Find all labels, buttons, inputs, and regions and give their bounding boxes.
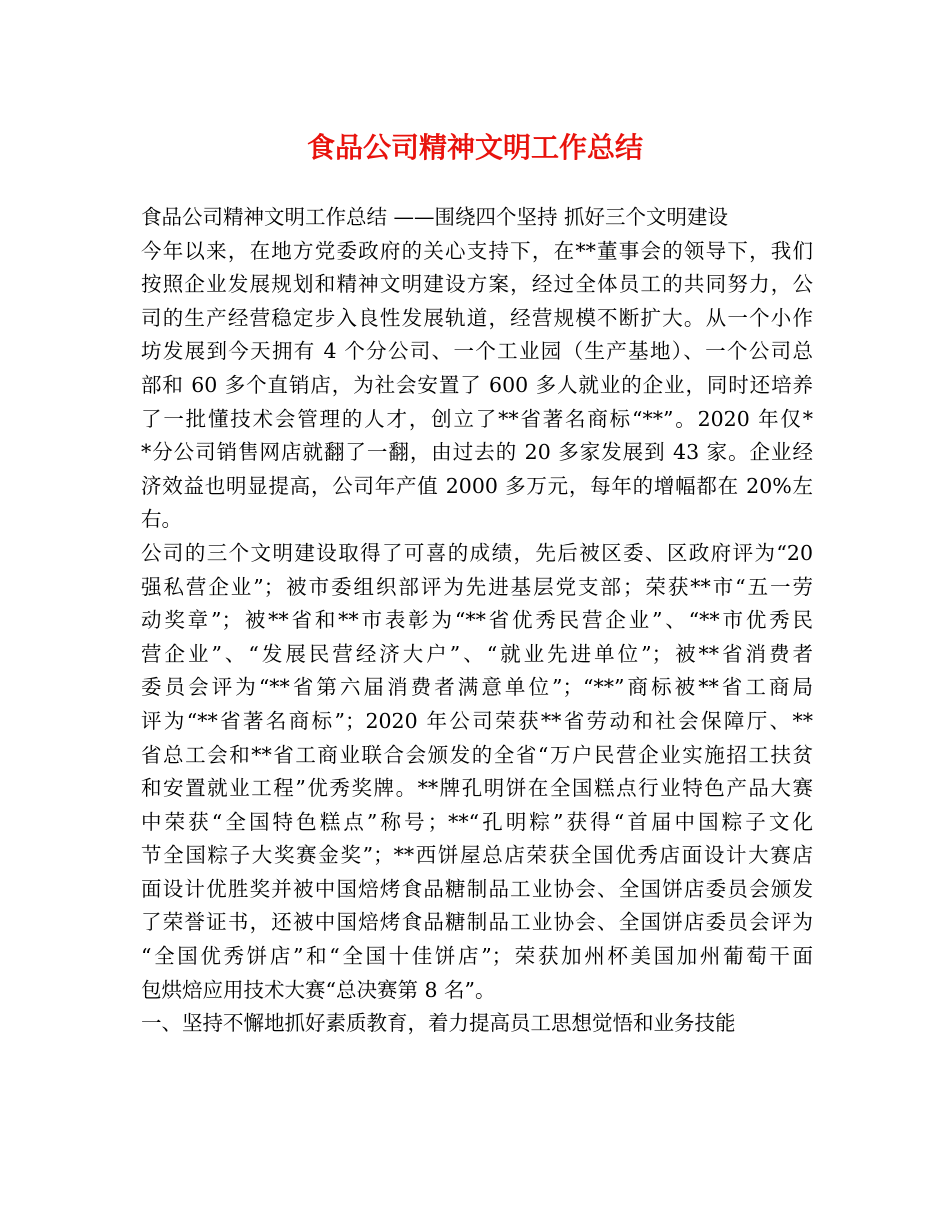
text-line: 和安置就业工程”优秀奖牌。**牌孔明饼在全国糕点行业特色产品大赛 (141, 776, 813, 801)
text-line: 营企业”、“发展民营经济大户”、“就业先进单位”；被**省消费者 (141, 641, 813, 666)
section-heading: 一、坚持不懈地抓好素质教育，着力提高员工思想觉悟和业务技能 (141, 1011, 736, 1036)
text-line: 评为“**省著名商标”；2020 年公司荣获**省劳动和社会保障厅、** (141, 708, 813, 733)
text-line: 今年以来，在地方党委政府的关心支持下，在**董事会的领导下，我们 (141, 238, 813, 263)
text-line: 食品公司精神文明工作总结 ——围绕四个坚持 抓好三个文明建设 (141, 205, 729, 229)
text-line: 包烘焙应用技术大赛“总决赛第 8 名”。 (141, 977, 496, 1002)
text-line: 司的生产经营稳定步入良性发展轨道，经营规模不断扩大。从一个小作 (141, 305, 813, 330)
text-line: 部和 60 多个直销店，为社会安置了 600 多人就业的企业，同时还培养 (141, 372, 813, 397)
text-line: 省总工会和**省工商业联合会颁发的全省“万户民营企业实施招工扶贫 (141, 742, 813, 767)
text-line: 节全国粽子大奖赛金奖”；**西饼屋总店荣获全国优秀店面设计大赛店 (141, 843, 813, 868)
text-line: *分公司销售网店就翻了一翻，由过去的 20 多家发展到 43 家。企业经 (141, 440, 813, 465)
text-line: 面设计优胜奖并被中国焙烤食品糖制品工业协会、全国饼店委员会颁发 (141, 876, 813, 901)
text-line: 公司的三个文明建设取得了可喜的成绩，先后被区委、区政府评为“20 (141, 540, 813, 565)
text-line: 中荣获“全国特色糕点”称号；**“孔明粽”获得“首届中国粽子文化 (141, 809, 813, 834)
document-body (141, 201, 813, 1041)
text-line: “全国优秀饼店”和“全国十佳饼店”；荣获加州杯美国加州葡萄干面 (141, 944, 813, 969)
text-line: 动奖章”；被**省和**市表彰为“**省优秀民营企业”、“**市优秀民 (141, 608, 813, 633)
text-line: 济效益也明显提高，公司年产值 2000 多万元，每年的增幅都在 20%左 (141, 473, 813, 498)
text-line: 按照企业发展规划和精神文明建设方案，经过全体员工的共同努力，公 (141, 272, 813, 297)
text-line: 右。 (141, 507, 182, 532)
text-line: 了一批懂技术会管理的人才，创立了**省著名商标“**”。2020 年仅* (141, 406, 813, 431)
document-title: 食品公司精神文明工作总结 (306, 131, 643, 164)
text-line: 坊发展到今天拥有 4 个分公司、一个工业园（生产基地）、一个公司总 (141, 339, 813, 364)
text-line: 强私营企业”；被市委组织部评为先进基层党支部；荣获**市“五一劳 (141, 574, 813, 599)
text-line: 了荣誉证书，还被中国焙烤食品糖制品工业协会、全国饼店委员会评为 (141, 910, 813, 935)
text-line: 委员会评为“**省第六届消费者满意单位”；“**”商标被**省工商局 (141, 675, 813, 700)
